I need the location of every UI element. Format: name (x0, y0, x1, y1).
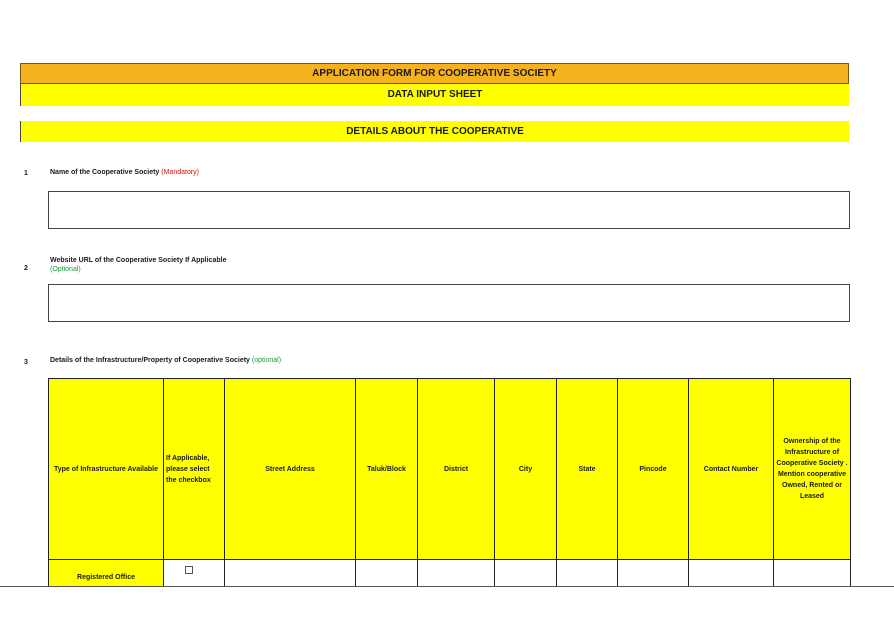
column-header-street-address: Street Address (225, 379, 356, 560)
website-url-field[interactable] (48, 284, 850, 322)
optional-tag: (Optional) (50, 266, 81, 273)
question-text: Details of the Infrastructure/Property of Cooperative Society (50, 357, 250, 364)
question-number: 1 (24, 170, 28, 177)
mandatory-tag: (Mandatory) (161, 169, 199, 176)
question-number: 2 (24, 265, 28, 272)
column-header-city: City (495, 379, 557, 560)
column-header-pincode: Pincode (618, 379, 689, 560)
column-header-state: State (557, 379, 618, 560)
infrastructure-type-cell: Registered Office (49, 560, 164, 595)
column-header-taluk-block: Taluk/Block (356, 379, 418, 560)
registered-office-checkbox[interactable] (185, 566, 193, 574)
optional-tag: (optional) (251, 357, 282, 364)
column-header-type: Type of Infrastructure Available (49, 379, 164, 560)
section-header: DETAILS ABOUT THE COOPERATIVE (20, 121, 849, 142)
page-bottom-margin (0, 587, 894, 624)
page-edge-divider (0, 586, 894, 587)
form-subtitle: DATA INPUT SHEET (20, 84, 849, 106)
question-number: 3 (24, 359, 28, 366)
question-label-society-name (50, 168, 199, 177)
infrastructure-table (48, 378, 851, 595)
question-text: Website URL of the Cooperative Society If Applicable (50, 257, 227, 264)
column-header-ownership: Ownership of the Infrastructure of Cooperative Society . Mention cooperative Owned, Rented or Leased (774, 379, 851, 560)
column-header-checkbox: If Applicable, please select the checkbox (164, 379, 225, 560)
column-header-district: District (418, 379, 495, 560)
society-name-field[interactable] (48, 191, 850, 229)
question-text: Name of the Cooperative Society (50, 169, 160, 176)
table-header-row (49, 379, 851, 560)
question-label-website-url (50, 256, 226, 274)
form-title: APPLICATION FORM FOR COOPERATIVE SOCIETY (20, 63, 849, 84)
question-label-infrastructure (50, 356, 281, 365)
column-header-contact-number: Contact Number (689, 379, 774, 560)
